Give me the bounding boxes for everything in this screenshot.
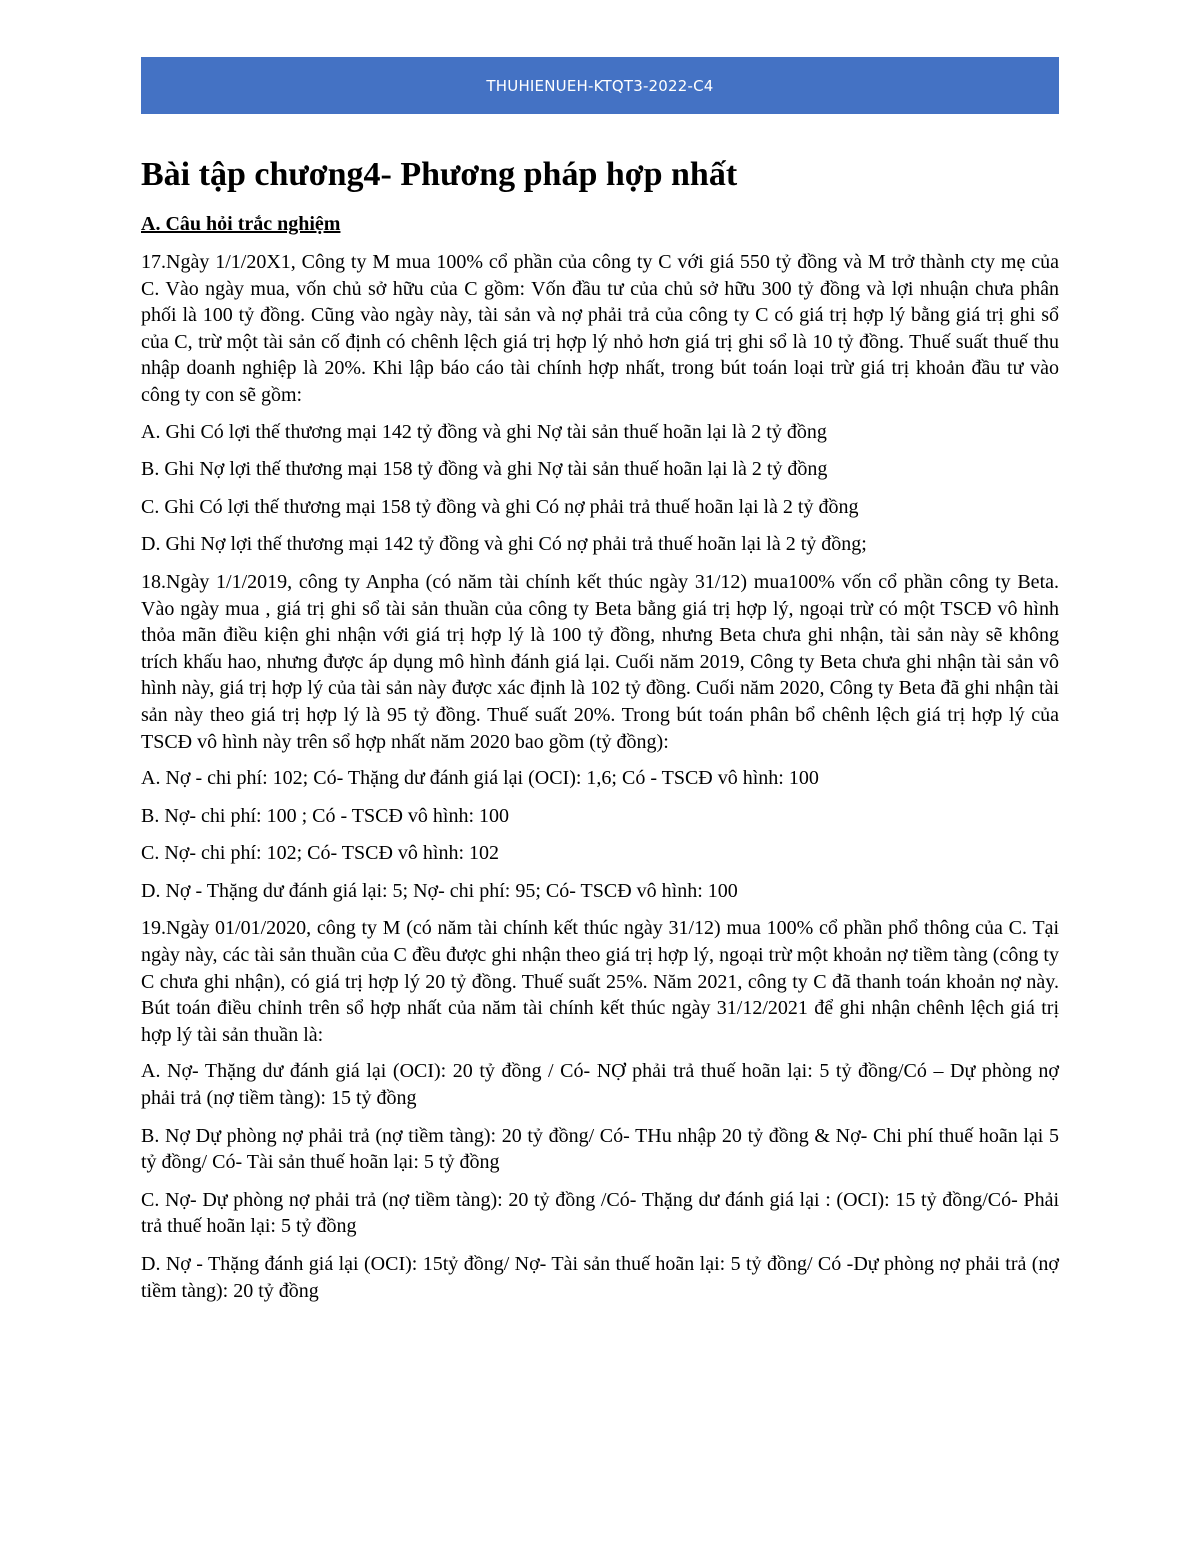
question-17 [141,249,1059,558]
page-title: Bài tập chương4- Phương pháp hợp nhất [141,156,738,193]
option-b: B. Nợ- chi phí: 100 ; Có - TSCĐ vô hình: 100 [141,804,509,827]
option-d: D. Ghi Nợ lợi thế thương mại 142 tỷ đồng và ghi Có nợ phải trả thuế hoãn lại là 2 tỷ đồng; [141,533,867,556]
option-a: A. Nợ - chi phí: 102; Có- Thặng dư đánh giá lại (OCI): 1,6; Có - TSCĐ vô hình: 100 [141,767,819,790]
question-18 [141,569,1059,905]
option-d: D. Nợ - Thặng đánh giá lại (OCI): 15tỷ đồng/ Nợ- Tài sản thuế hoãn lại: 5 tỷ đồng/ Có -Dự phòng nợ phải trả (nợ tiềm tàng): 20 tỷ đồng [141,1253,1059,1302]
question-text: 18.Ngày 1/1/2019, công ty Anpha (có năm tài chính kết thúc ngày 31/12) mua100% vốn cổ phần công ty Beta. Vào ngày mua , giá trị ghi sổ tài sản thuần của công ty Beta bằng giá trị hợp lý, ngoại trừ có một TSCĐ vô hình thỏa mãn điều kiện ghi nhận với giá trị hợp lý là 100 tỷ đồng, nhưng Beta chưa ghi nhận, tài sản này sẽ không trích khấu hao, nhưng được áp dụng mô hình đánh giá lại. Cuối năm 2019, Công ty Beta chưa ghi nhận tài sản vô hình này, giá trị hợp lý của tài sản này được xác định là 102 tỷ đồng. Cuối năm 2020, Công ty Beta đã ghi nhận tài sản này theo giá trị hợp lý là 95 tỷ đồng. Thuế suất 20%. Trong bút toán phân bổ chênh lệch giá trị hợp lý của TSCĐ vô hình này trên sổ hợp nhất năm 2020 bao gồm (tỷ đồng): [141,570,1059,753]
section-heading: A. Câu hỏi trắc nghiệm [141,213,341,235]
option-a: A. Nợ- Thặng dư đánh giá lại (OCI): 20 tỷ đồng / Có- NỢ phải trả thuế hoãn lại: 5 tỷ đồng/Có – Dự phòng nợ phải trả (nợ tiềm tàng): 15 tỷ đồng [141,1060,1059,1110]
header-text: THUHIENUEH-KTQT3-2022-C4 [486,76,714,95]
option-b: B. Nợ Dự phòng nợ phải trả (nợ tiềm tàng): 20 tỷ đồng/ Có- THu nhập 20 tỷ đồng & Nợ- Chi phí thuế hoãn lại 5 tỷ đồng/ Có- Tài sản thuế hoãn lại: 5 tỷ đồng [141,1124,1059,1174]
option-c: C. Nợ- chi phí: 102; Có- TSCĐ vô hình: 102 [141,842,499,865]
question-text: 17.Ngày 1/1/20X1, Công ty M mua 100% cổ phần của công ty C với giá 550 tỷ đồng và M trở thành cty mẹ của C. Vào ngày mua, vốn chủ sở hữu của C gồm: Vốn đầu tư của chủ sở hữu 300 tỷ đồng và lợi nhuận chưa phân phối là 100 tỷ đồng. Cũng vào ngày này, tài sản và nợ phải trả của công ty C có giá trị hợp lý bằng giá trị ghi sổ của C, trừ một tài sản cố định có chênh lệch giá trị hợp lý nhỏ hơn giá trị ghi sổ là 10 tỷ đồng. Thuế suất thuế thu nhập doanh nghiệp là 20%. Khi lập báo cáo tài chính hợp nhất, trong bút toán loại trừ giá trị khoản đầu tư vào công ty con sẽ gồm: [141,251,1059,406]
option-c: C. Ghi Có lợi thế thương mại 158 tỷ đồng và ghi Có nợ phải trả thuế hoãn lại là 2 tỷ đồng [141,495,859,518]
header-banner [141,57,1059,114]
question-text: 19.Ngày 01/01/2020, công ty M (có năm tài chính kết thúc ngày 31/12) mua 100% cổ phần phổ thông của C. Tại ngày này, các tài sản thuần của C đều được ghi nhận theo giá trị hợp lý, ngoại trừ một khoản nợ tiềm tàng (công ty C chưa ghi nhận), có giá trị hợp lý 20 tỷ đồng. Thuế suất 25%. Năm 2021, công ty C đã thanh toán khoản nợ này. Bút toán điều chỉnh trên sổ hợp nhất của năm tài chính kết thúc ngày 31/12/2021 để ghi nhận chênh lệch giá trị hợp lý tài sản thuần là: [141,917,1059,1046]
question-19 [141,915,1059,1304]
option-b: B. Ghi Nợ lợi thế thương mại 158 tỷ đồng và ghi Nợ tài sản thuế hoãn lại là 2 tỷ đồng [141,458,828,481]
option-c: C. Nợ- Dự phòng nợ phải trả (nợ tiềm tàng): 20 tỷ đồng /Có- Thặng dư đánh giá lại : (OCI): 15 tỷ đồng/Có- Phải trả thuế hoãn lại: 5 tỷ đồng [141,1188,1059,1238]
document-body [141,152,1059,1315]
option-a: A. Ghi Có lợi thế thương mại 142 tỷ đồng và ghi Nợ tài sản thuế hoãn lại là 2 tỷ đồng [141,420,827,443]
option-d: D. Nợ - Thặng dư đánh giá lại: 5; Nợ- chi phí: 95; Có- TSCĐ vô hình: 100 [141,879,738,902]
